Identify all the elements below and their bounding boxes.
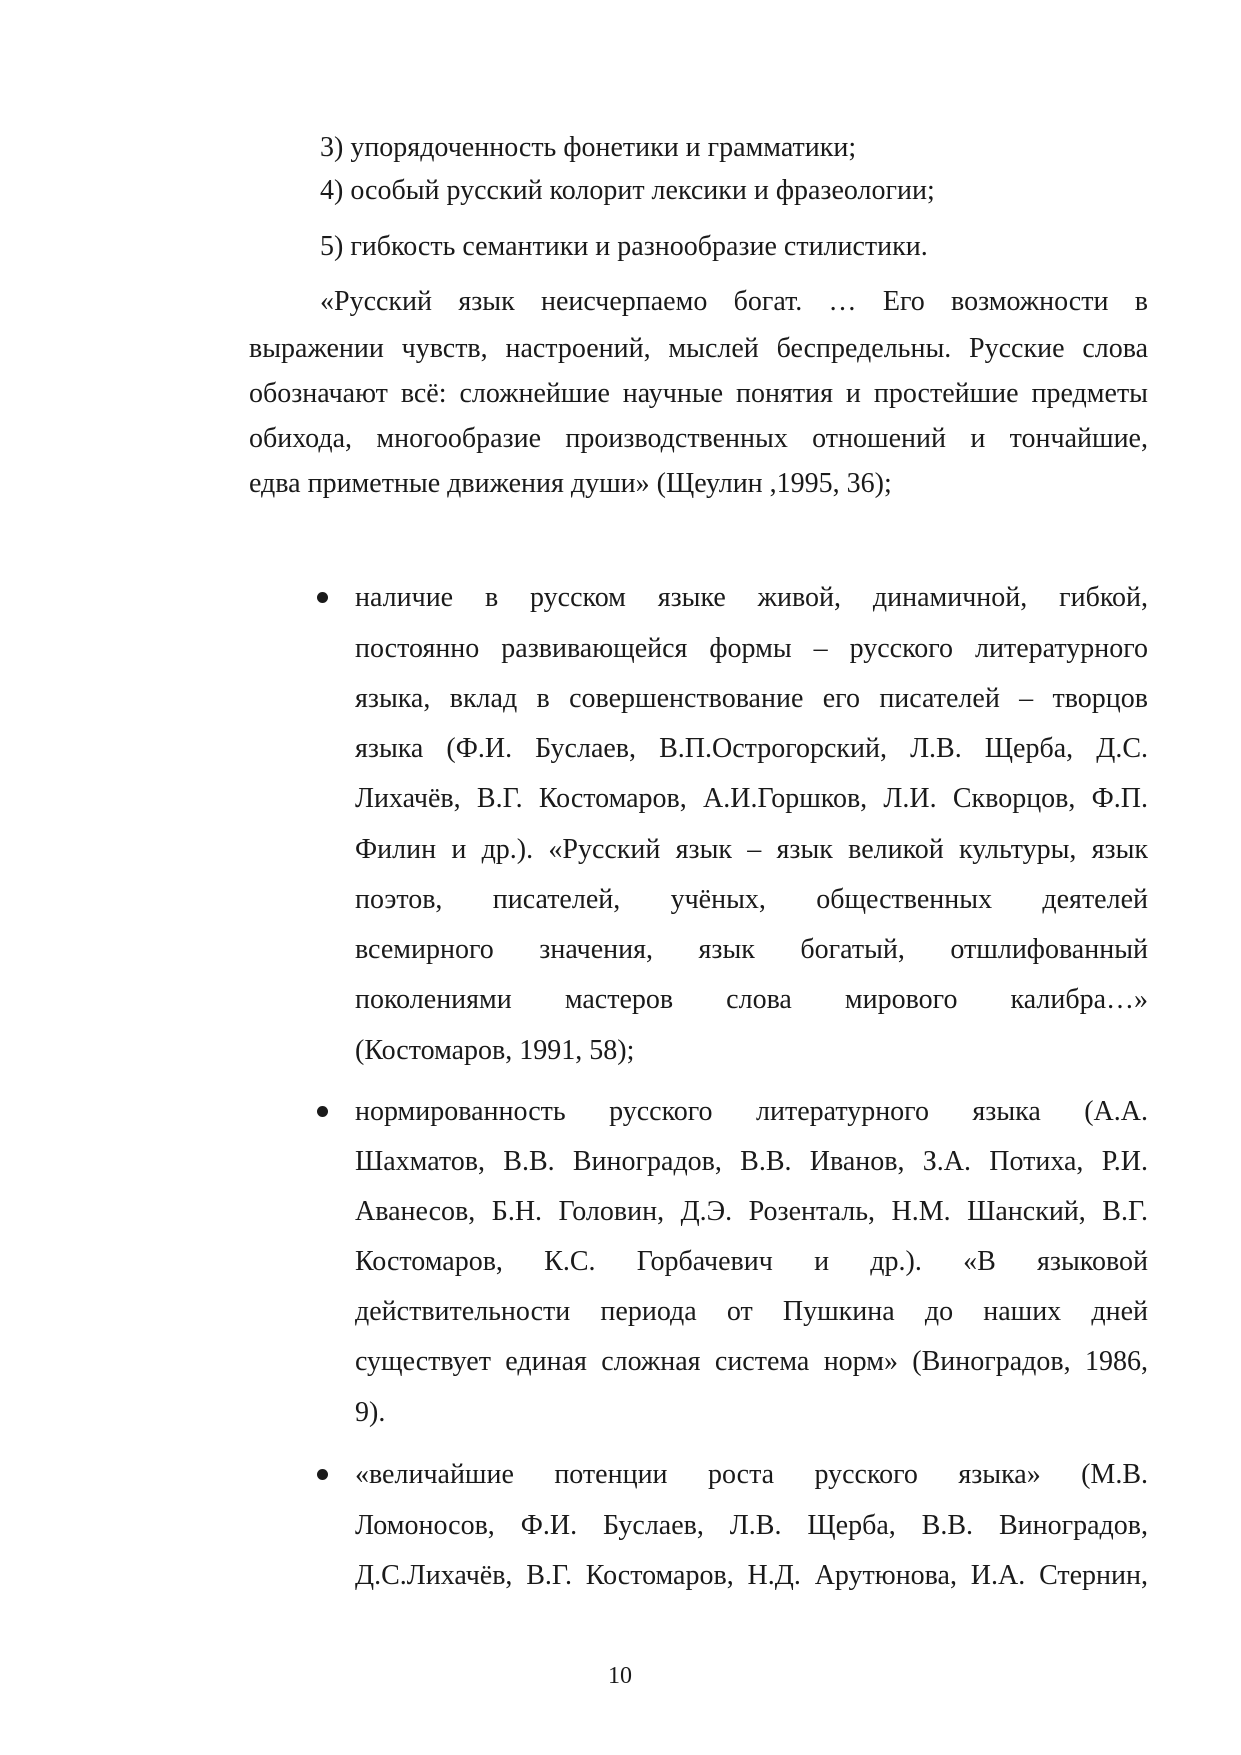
numbered-item-3: 3) упорядоченность фонетики и грамматики; bbox=[320, 132, 857, 163]
bullet-item-line: «величайшие потенции роста русского языка» (М.В. bbox=[355, 1459, 1148, 1490]
quote-line: обихода, многообразие производственных отношений и тончайшие, bbox=[249, 423, 1148, 454]
bullet-item-line: действительности периода от Пушкина до наших дней bbox=[355, 1296, 1148, 1327]
bullet-item-line: поколениями мастеров слова мирового калибра…» bbox=[355, 984, 1148, 1015]
numbered-item-4: 4) особый русский колорит лексики и фразеологии; bbox=[320, 175, 935, 206]
bullet-item-line: языка (Ф.И. Буслаев, В.П.Острогорский, Л.В. Щерба, Д.С. bbox=[355, 733, 1148, 764]
bullet-icon bbox=[317, 592, 328, 603]
bullet-item-line: наличие в русском языке живой, динамичной, гибкой, bbox=[355, 582, 1148, 613]
quote-line: обозначают всё: сложнейшие научные понятия и простейшие предметы bbox=[249, 378, 1148, 409]
bullet-item-line: Ломоносов, Ф.И. Буслаев, Л.В. Щерба, В.В. Виноградов, bbox=[355, 1510, 1148, 1541]
bullet-item-line: 9). bbox=[355, 1397, 386, 1428]
bullet-item-line: всемирного значения, язык богатый, отшлифованный bbox=[355, 934, 1148, 965]
bullet-item-line: языка, вклад в совершенствование его писателей – творцов bbox=[355, 683, 1148, 714]
quote-line: выражении чувств, настроений, мыслей беспредельны. Русские слова bbox=[249, 333, 1148, 364]
bullet-item-line: Филин и др.). «Русский язык – язык великой культуры, язык bbox=[355, 834, 1148, 865]
bullet-icon bbox=[317, 1469, 328, 1480]
bullet-item-line: существует единая сложная система норм» (Виноградов, 1986, bbox=[355, 1346, 1148, 1377]
bullet-item-line: Костомаров, К.С. Горбачевич и др.). «В языковой bbox=[355, 1246, 1148, 1277]
bullet-item-line: постоянно развивающейся формы – русского литературного bbox=[355, 633, 1148, 664]
bullet-item-line: (Костомаров, 1991, 58); bbox=[355, 1035, 635, 1066]
bullet-item-line: Аванесов, Б.Н. Головин, Д.Э. Розенталь, Н.М. Шанский, В.Г. bbox=[355, 1196, 1148, 1227]
page-number: 10 bbox=[608, 1663, 632, 1689]
bullet-item-line: Д.С.Лихачёв, В.Г. Костомаров, Н.Д. Арутюнова, И.А. Стернин, bbox=[355, 1560, 1148, 1591]
numbered-item-5: 5) гибкость семантики и разнообразие стилистики. bbox=[320, 231, 928, 262]
quote-line: «Русский язык неисчерпаемо богат. … Его возможности в bbox=[320, 286, 1148, 317]
bullet-item-line: Лихачёв, В.Г. Костомаров, А.И.Горшков, Л.И. Скворцов, Ф.П. bbox=[355, 783, 1148, 814]
bullet-item-line: Шахматов, В.В. Виноградов, В.В. Иванов, З.А. Потиха, Р.И. bbox=[355, 1146, 1148, 1177]
bullet-item-line: нормированность русского литературного языка (А.А. bbox=[355, 1096, 1148, 1127]
bullet-icon bbox=[317, 1106, 328, 1117]
bullet-item-line: поэтов, писателей, учёных, общественных деятелей bbox=[355, 884, 1148, 915]
quote-line: едва приметные движения души» (Щеулин ,1995, 36); bbox=[249, 468, 892, 499]
